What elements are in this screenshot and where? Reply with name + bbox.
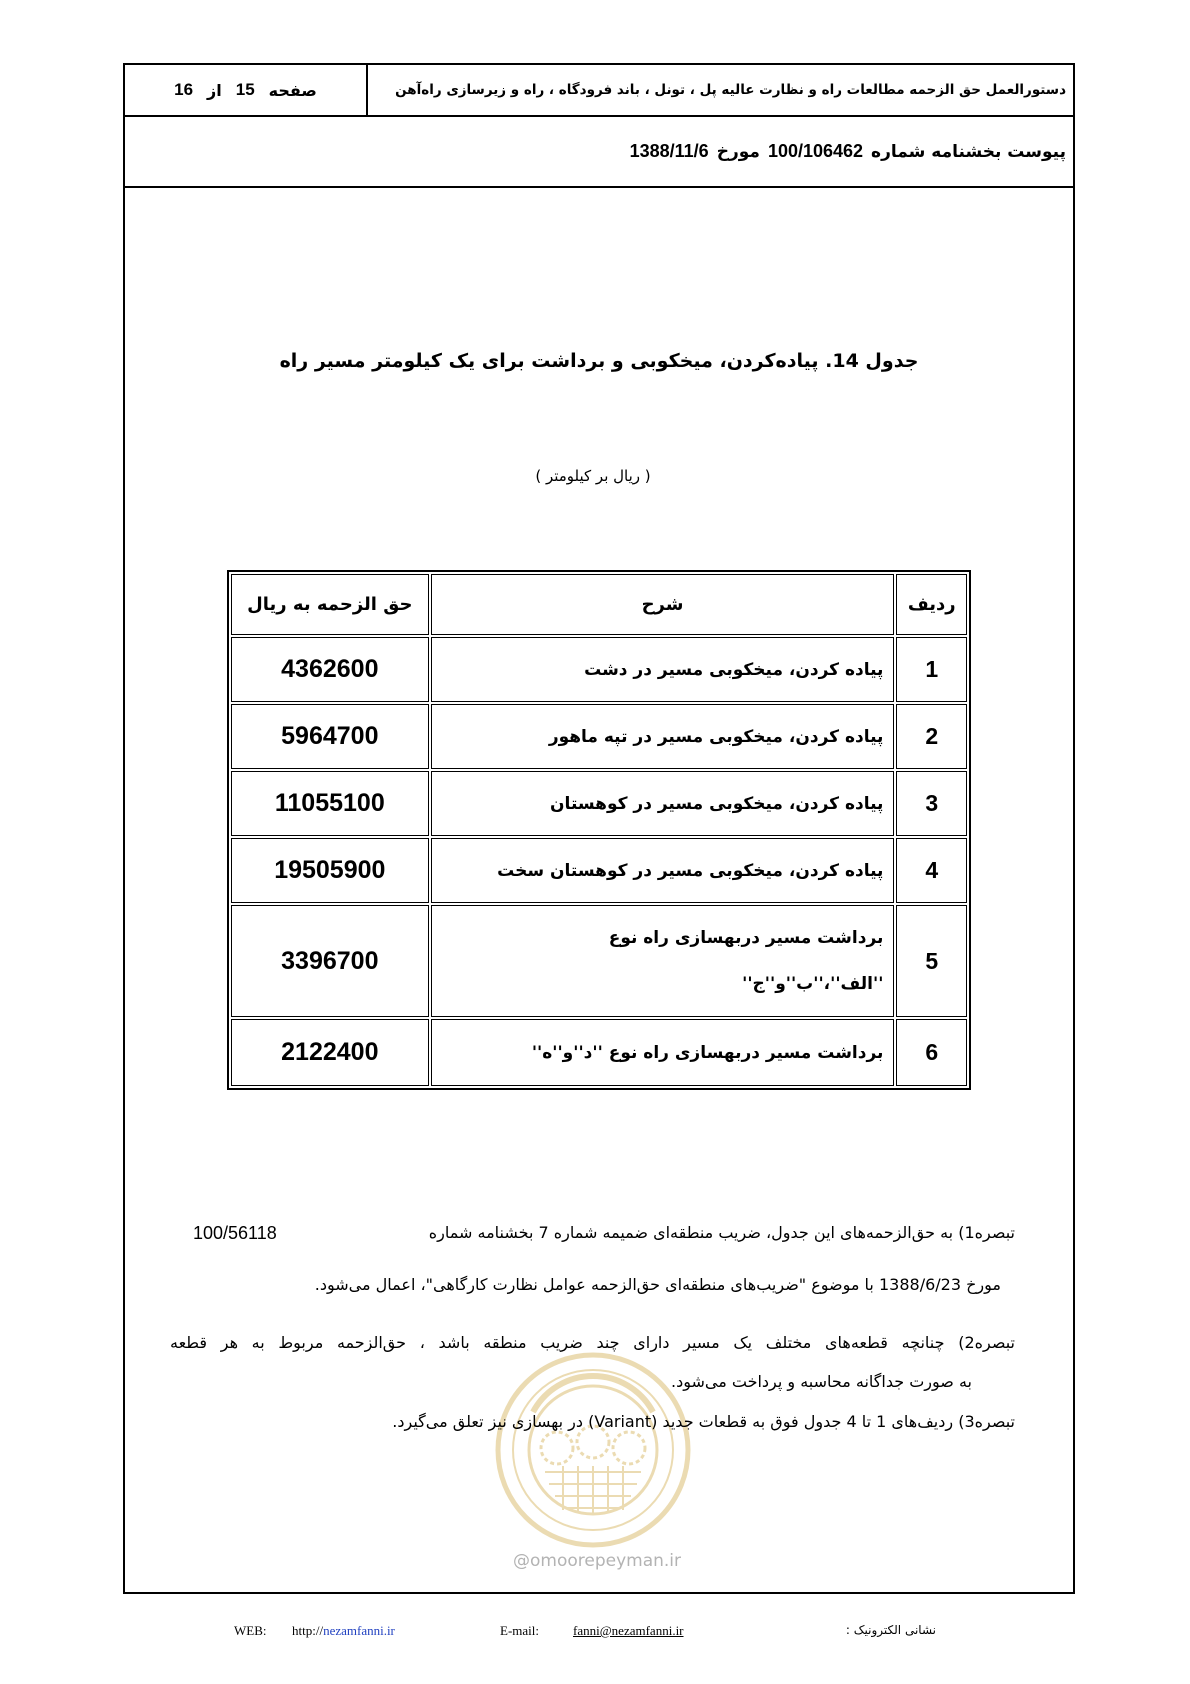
row-fee: 11055100 <box>231 771 429 836</box>
row-description-cell <box>431 704 895 769</box>
footer-web-prefix[interactable]: http:// <box>292 1623 324 1638</box>
footer-web-domain[interactable]: nezamfanni.ir <box>323 1623 395 1638</box>
row-fee: 2122400 <box>231 1019 429 1086</box>
row-description: پیاده کردن، میخکوبی مسیر در کوهستان <box>550 793 884 814</box>
date-label: مورخ <box>716 141 760 162</box>
table-header-row <box>231 574 967 635</box>
row-description-cell <box>431 771 895 836</box>
row-number: 5 <box>896 905 967 1017</box>
circular-number: 100/106462 <box>767 141 864 161</box>
note-1-line-2: مورخ 1388/6/23 با موضوع "ضریب‌های منطقه‌ای حق‌الزحمه عوامل نظارت کارگاهی"، اعمال می‌شود. <box>314 1275 1001 1294</box>
header-row-number-label: ردیف <box>907 594 956 615</box>
note-1-text: تبصره1) به حق‌الزحمه‌های این جدول، ضریب منطقه‌ای ضمیمه شماره 7 بخشنامه شماره <box>428 1223 1015 1242</box>
row-description-cell <box>431 1019 895 1086</box>
table-row <box>231 838 967 903</box>
row-fee: 5964700 <box>231 704 429 769</box>
note-3-line-1: تبصره3) ردیف‌های 1 تا 4 جدول فوق به قطعات جدید (Variant) در بهسازی نیز تعلق می‌گیرد. <box>392 1412 1015 1431</box>
note-1-line-1 <box>193 1219 1015 1247</box>
watermark-site: @omoorepeyman.ir <box>512 1551 682 1571</box>
row-description: پیاده کردن، میخکوبی مسیر در دشت <box>584 659 884 680</box>
page-total: 16 <box>174 80 194 99</box>
table-row <box>231 704 967 769</box>
header-row-number <box>896 574 967 635</box>
fee-table <box>227 570 971 1090</box>
attachment-line <box>125 117 1073 188</box>
page-label: صفحه <box>268 80 317 100</box>
row-fee: 3396700 <box>231 905 429 1017</box>
row-number: 1 <box>896 637 967 702</box>
header-row <box>125 65 1073 117</box>
table-row <box>231 771 967 836</box>
row-number: 4 <box>896 838 967 903</box>
table-title: جدول 14. پیاده‌کردن، میخکوبی و برداشت برای یک کیلومتر مسیر راه <box>279 350 919 372</box>
header-description-label: شرح <box>641 594 684 615</box>
emblem-gear-left <box>541 1432 573 1464</box>
row-description-line2: ''الف''،''ب''و''ج'' <box>742 974 884 994</box>
circular-date: 1388/11/6 <box>629 141 709 161</box>
header-fee <box>231 574 429 635</box>
footer-address-label: نشانی الکترونیک : <box>845 1623 936 1637</box>
page-number <box>125 65 368 115</box>
row-description: پیاده کردن، میخکوبی مسیر در کوهستان سخت <box>497 860 884 881</box>
footer-email-label: E-mail: <box>500 1623 539 1638</box>
table-row <box>231 637 967 702</box>
note-2-line-1: تبصره2) چنانچه قطعه‌های مختلف یک مسیر دارای چند ضریب منطقه باشد ، حق‌الزحمه مربوط به هر قطعه <box>170 1333 1015 1352</box>
row-description-cell <box>431 838 895 903</box>
document-title: دستورالعمل حق الزحمه مطالعات راه و نظارت عالیه پل ، تونل ، باند فرودگاه ، راه و زیرسازی راه‌آهن <box>395 82 1066 98</box>
page-of-label: از <box>207 80 222 100</box>
row-description: پیاده کردن، میخکوبی مسیر در تپه ماهور <box>548 726 884 747</box>
footer-web-label: WEB: <box>234 1623 267 1638</box>
footer-email-link[interactable]: fanni@nezamfanni.ir <box>573 1623 684 1638</box>
note-1-ref-number: 100/56118 <box>193 1223 277 1243</box>
row-fee: 4362600 <box>231 637 429 702</box>
row-description: برداشت مسیر دربهسازی راه نوع <box>608 928 884 948</box>
footer-web-link[interactable] <box>292 1623 395 1639</box>
row-description-cell <box>431 905 895 1017</box>
row-number: 6 <box>896 1019 967 1086</box>
note-2-line-2: به صورت جداگانه محاسبه و پرداخت می‌شود. <box>671 1372 972 1391</box>
attachment-label: پیوست بخشنامه شماره <box>871 141 1066 162</box>
row-description-cell <box>431 637 895 702</box>
emblem-grid <box>545 1466 641 1514</box>
page-current: 15 <box>235 80 255 99</box>
table-row <box>231 1019 967 1086</box>
row-description: برداشت مسیر دربهسازی راه نوع ''د''و''ه'' <box>531 1042 884 1063</box>
header-fee-label: حق الزحمه به ریال <box>247 594 413 615</box>
header-description <box>431 574 895 635</box>
unit-note: ( ریال بر کیلومتر ) <box>535 467 651 485</box>
table-row <box>231 905 967 1017</box>
row-number: 3 <box>896 771 967 836</box>
row-fee: 19505900 <box>231 838 429 903</box>
emblem-gear-right <box>613 1432 645 1464</box>
row-number: 2 <box>896 704 967 769</box>
